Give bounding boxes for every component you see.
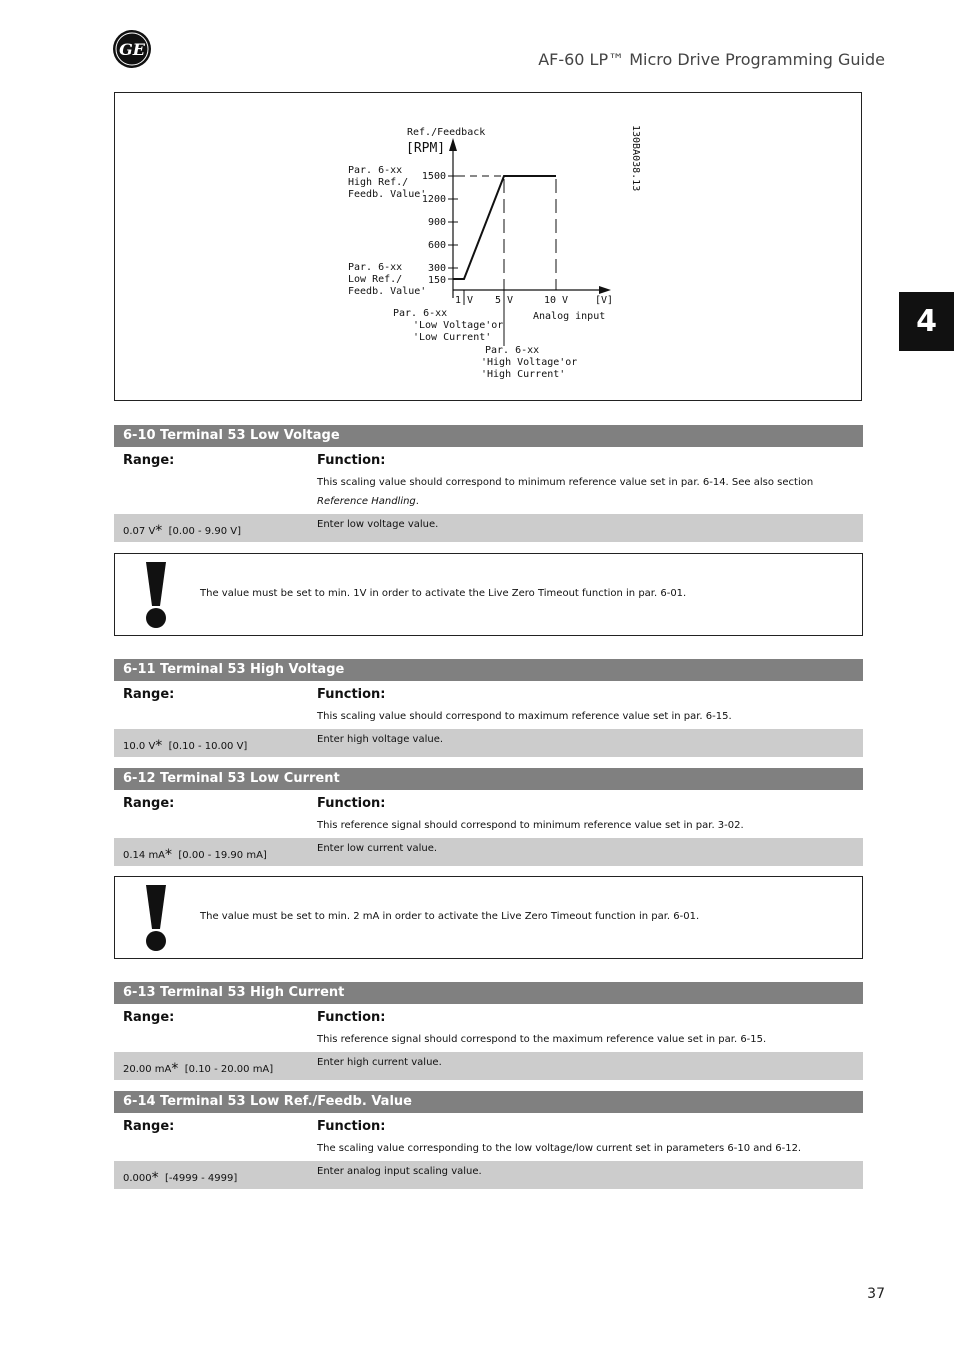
low-ref-label-3: Feedb. Value' <box>348 286 427 297</box>
param-6-13 <box>114 982 863 1080</box>
y-tick-label: 1500 <box>421 171 446 182</box>
low-ref-label-2: Low Ref./ <box>348 274 403 285</box>
function-description: This scaling value should correspond to maximum reference value set in par. 6-15. <box>317 711 732 722</box>
page-number: 37 <box>867 1286 885 1302</box>
low-voltage-label-1: Par. 6-xx <box>393 308 448 319</box>
range-header: Range: <box>123 1010 175 1025</box>
document-title: AF-60 LP™ Micro Drive Programming Guide <box>538 50 885 69</box>
scaling-figure <box>114 92 862 401</box>
default-value: 0.000* [-4999 - 4999] <box>123 1170 238 1186</box>
x-axis-arrow <box>599 286 611 294</box>
high-voltage-label-1: Par. 6-xx <box>485 345 540 356</box>
note-text: The value must be set to min. 1V in order to activate the Live Zero Timeout function in par. 6-01. <box>200 588 687 599</box>
x-axis-label: Analog input <box>533 311 606 322</box>
x-unit-label: [V] <box>594 295 614 306</box>
column-headers <box>114 681 863 703</box>
y-tick-label: 300 <box>427 263 446 274</box>
high-voltage-label-2: 'High Voltage'or <box>481 357 578 368</box>
note-box <box>114 553 863 636</box>
x-tick-label: 10 V <box>543 295 569 306</box>
high-ref-label-2: High Ref./ <box>348 177 409 188</box>
high-ref-label-1: Par. 6-xx <box>348 165 403 176</box>
note-text: The value must be set to min. 2 mA in order to activate the Live Zero Timeout function in par. 6-01. <box>200 911 700 922</box>
y-tick-label: 1200 <box>421 194 446 205</box>
low-voltage-label-2: 'Low Voltage'or <box>413 320 504 331</box>
value-description: Enter high voltage value. <box>317 734 444 745</box>
exclamation-icon <box>143 562 169 628</box>
param-6-14 <box>114 1091 863 1189</box>
value-row <box>114 729 863 757</box>
value-row <box>114 1161 863 1189</box>
section-title: 6-14 Terminal 53 Low Ref./Feedb. Value <box>114 1091 863 1113</box>
default-value: 20.00 mA* [0.10 - 20.00 mA] <box>123 1061 274 1077</box>
low-ref-label-1: Par. 6-xx <box>348 262 403 273</box>
value-row <box>114 514 863 542</box>
param-6-11 <box>114 659 863 757</box>
value-description: Enter analog input scaling value. <box>317 1166 482 1177</box>
description-text: This scaling value should correspond to minimum reference value set in par. 6-14. See also section <box>317 477 814 488</box>
function-header: Function: <box>317 453 386 468</box>
scaling-diagram <box>115 93 863 402</box>
x-tick-label: 5 V <box>494 295 514 306</box>
note-box <box>114 876 863 959</box>
function-header: Function: <box>317 1010 386 1025</box>
section-title: 6-10 Terminal 53 Low Voltage <box>114 425 863 447</box>
function-header: Function: <box>317 687 386 702</box>
column-headers <box>114 1004 863 1026</box>
default-value: 0.14 mA* [0.00 - 19.90 mA] <box>123 847 267 863</box>
y-axis-arrow <box>449 138 457 151</box>
figure-code: 130BA038.13 <box>630 125 641 192</box>
ge-logo <box>112 29 152 69</box>
y-tick-label: 600 <box>427 240 446 251</box>
x-tick-label: 1 V <box>454 295 474 306</box>
function-description: The scaling value corresponding to the low voltage/low current set in parameters 6-10 and 6-12. <box>317 1143 802 1154</box>
function-description: This reference signal should correspond to the maximum reference value set in par. 6-15. <box>317 1034 767 1045</box>
column-headers <box>114 790 863 812</box>
y-tick-label: 900 <box>427 217 446 228</box>
default-value: 10.0 V* [0.10 - 10.00 V] <box>123 738 248 754</box>
chapter-tab: 4 <box>899 292 954 351</box>
range-header: Range: <box>123 1119 175 1134</box>
y-axis-label: Ref./Feedback <box>407 127 486 138</box>
range-header: Range: <box>123 796 175 811</box>
function-description: This reference signal should correspond to minimum reference value set in par. 3-02. <box>317 820 744 831</box>
section-title: 6-13 Terminal 53 High Current <box>114 982 863 1004</box>
high-voltage-label-3: 'High Current' <box>481 369 566 380</box>
function-description: This scaling value should correspond to minimum reference value set in par. 6-14. See also section Reference Handling. <box>317 477 814 507</box>
y-tick-label: 150 <box>427 275 446 286</box>
function-header: Function: <box>317 796 386 811</box>
param-6-10 <box>114 425 863 542</box>
range-header: Range: <box>123 687 175 702</box>
logo-text: GE <box>119 40 145 59</box>
function-header: Function: <box>317 1119 386 1134</box>
low-voltage-label-3: 'Low Current' <box>413 332 492 343</box>
value-description: Enter high current value. <box>317 1057 442 1068</box>
value-row <box>114 1052 863 1080</box>
range-header: Range: <box>123 453 175 468</box>
section-title: 6-11 Terminal 53 High Voltage <box>114 659 863 681</box>
default-value: 0.07 V* [0.00 - 9.90 V] <box>123 523 241 539</box>
y-unit-label: [RPM] <box>406 141 446 156</box>
value-description: Enter low current value. <box>317 843 438 854</box>
value-description: Enter low voltage value. <box>317 519 439 530</box>
value-row <box>114 838 863 866</box>
section-title: 6-12 Terminal 53 Low Current <box>114 768 863 790</box>
exclamation-icon <box>143 885 169 951</box>
column-headers <box>114 1113 863 1135</box>
description-reference: Reference Handling <box>317 496 416 507</box>
high-ref-label-3: Feedb. Value' <box>348 189 427 200</box>
column-headers <box>114 447 863 469</box>
param-6-12 <box>114 768 863 866</box>
